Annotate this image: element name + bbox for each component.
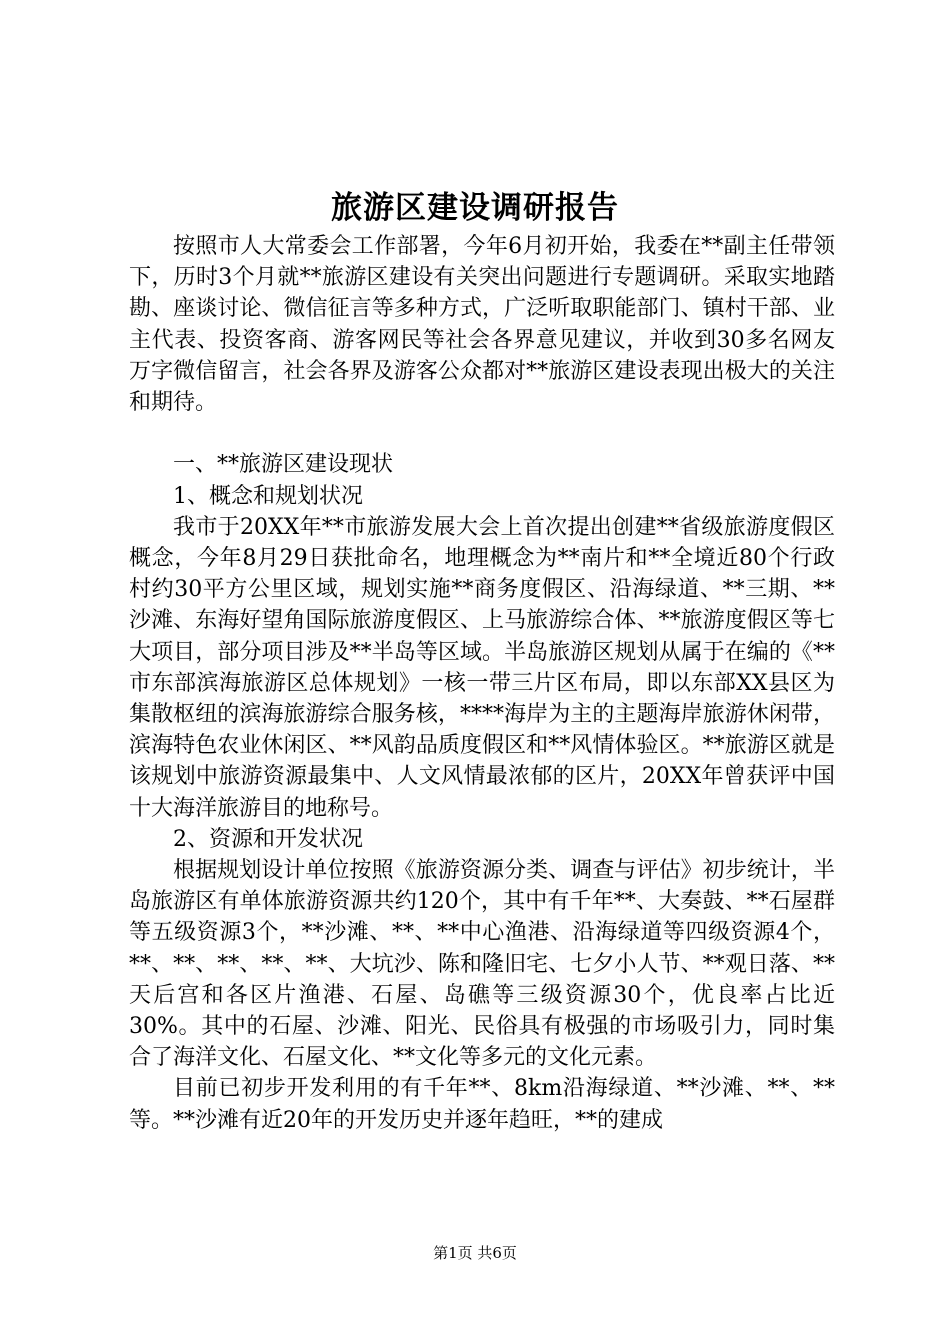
paragraph-intro: 按照市人大常委会工作部署，今年6月初开始，我委在**副主任带领下，历时3个月就**旅游区建设有关突出问题进行专题调研。采取实地踏勘、座谈讨论、微信征言等多种方式，广泛听取职能部门、镇村干部、业主代表、投资客商、游客网民等社会各界意见建议，并收到30多名网友万字微信留言，社会各界及游客公众都对**旅游区建设表现出极大的关注和期待。 bbox=[129, 234, 835, 416]
section-heading-status: 一、**旅游区建设现状 bbox=[173, 452, 394, 478]
document-body bbox=[129, 231, 835, 1136]
subsection-heading-concept: 1、概念和规划状况 bbox=[173, 483, 363, 509]
page-number-footer: 第1页 共6页 bbox=[433, 1244, 517, 1262]
paragraph-resources: 根据规划设计单位按照《旅游资源分类、调查与评估》初步统计，半岛旅游区有单体旅游资源共约120个，其中有千年**、大奏鼓、**石屋群等五级资源3个，**沙滩、**、**中心渔港、沿海绿道等四级资源4个，**、**、**、**、**、大坑沙、陈和隆旧宅、七夕小人节、**观日落、**天后宫和各区片渔港、石屋、岛礁等三级资源30个，优良率占比近30%。其中的石屋、沙滩、阳光、民俗具有极强的市场吸引力，同时集合了海洋文化、石屋文化、**文化等多元的文化元素。 bbox=[129, 858, 835, 1071]
paragraph-development: 目前已初步开发利用的有千年**、8km沿海绿道、**沙滩、**、**等。**沙滩有近20年的开发历史并逐年趋旺，**的建成 bbox=[129, 1076, 835, 1133]
document-title: 旅游区建设调研报告 bbox=[331, 190, 619, 226]
paragraph-concept: 我市于20XX年**市旅游发展大会上首次提出创建**省级旅游度假区概念，今年8月29日获批命名，地理概念为**南片和**全境近80个行政村约30平方公里区域，规划实施**商务度假区、沿海绿道、**三期、**沙滩、东海好望角国际旅游度假区、上马旅游综合体、**旅游度假区等七大项目，部分项目涉及**半岛等区域。半岛旅游区规划从属于在编的《**市东部滨海旅游区总体规划》一核一带三片区布局，即以东部XX县区为集散枢纽的滨海旅游综合服务核，****海岸为主的主题海岸旅游休闲带，滨海特色农业休闲区、**风韵品质度假区和**风情体验区。**旅游区就是该规划中旅游资源最集中、人文风情最浓郁的区片，20XX年曾获评中国十大海洋旅游目的地称号。 bbox=[129, 514, 835, 821]
subsection-heading-resources: 2、资源和开发状况 bbox=[173, 826, 363, 852]
